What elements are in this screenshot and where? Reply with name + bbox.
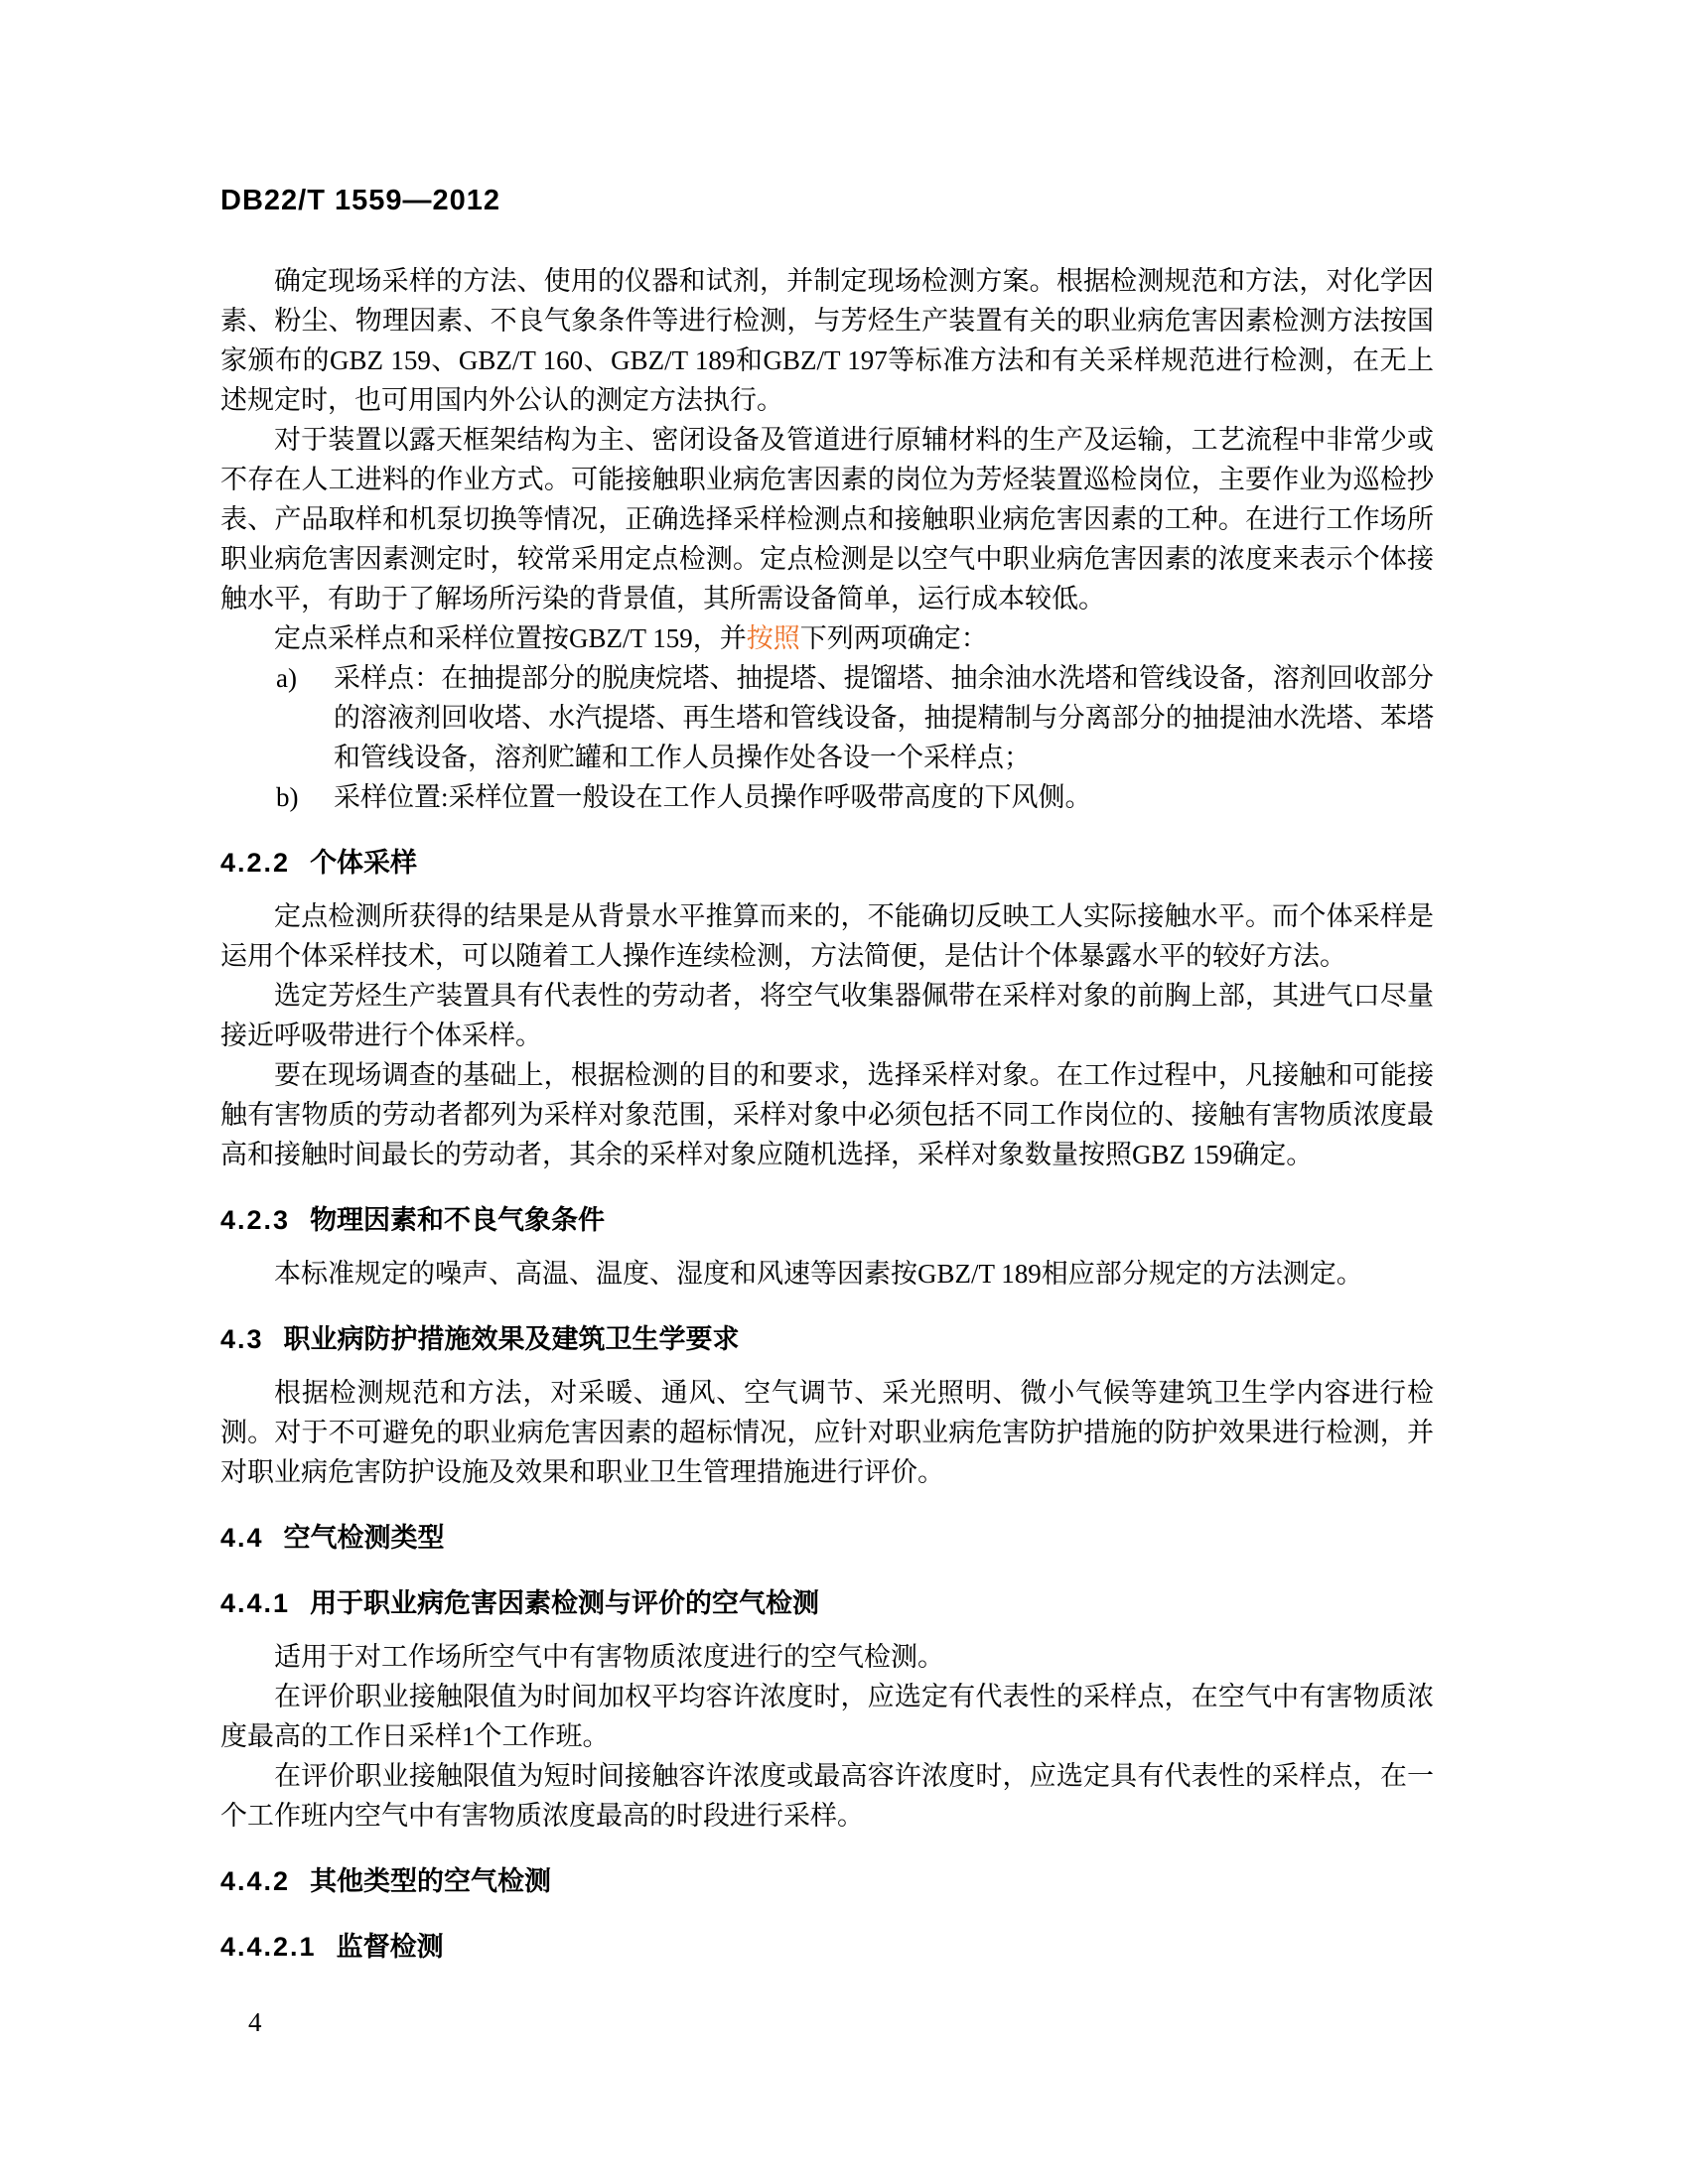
paragraph-air-detection-2: 在评价职业接触限值为时间加权平均容许浓度时，应选定有代表性的采样点，在空气中有害物质浓度最高的工作日采样1个工作班。 (220, 1682, 1434, 1751)
section-heading-4-4 (220, 1518, 1434, 1558)
paragraph-individual-sampling-2: 选定芳烃生产装置具有代表性的劳动者，将空气收集器佩带在采样对象的前胸上部，其进气口尽量接近呼吸带进行个体采样。 (220, 981, 1434, 1050)
heading-number: 4.4.2.1 (220, 1932, 317, 1962)
section-heading-4-4-1 (220, 1583, 1434, 1623)
heading-number: 4.4.1 (220, 1588, 291, 1618)
text-segment-before: 定点采样点和采样位置按GBZ/T 159，并 (274, 623, 747, 653)
paragraph-physical-factors: 本标准规定的噪声、高温、温度、湿度和风速等因素按GBZ/T 189相应部分规定的方法测定。 (274, 1259, 1363, 1289)
heading-title: 其他类型的空气检测 (310, 1866, 552, 1896)
sampling-list (220, 658, 1434, 817)
heading-title: 用于职业病危害因素检测与评价的空气检测 (310, 1588, 820, 1618)
highlighted-text: 按照 (746, 623, 800, 653)
heading-number: 4.4 (220, 1523, 264, 1553)
page-content (220, 216, 1434, 1980)
paragraph-protection-measures: 根据检测规范和方法，对采暖、通风、空气调节、采光照明、微小气候等建筑卫生学内容进行检测。对于不可避免的职业病危害因素的超标情况，应针对职业病危害防护措施的防护效果进行检测，并对职业病危害防护设施及效果和职业卫生管理措施进行评价。 (220, 1378, 1434, 1487)
page-number: 4 (248, 2007, 262, 2037)
list-item-text: 采样位置:采样位置一般设在工作人员操作呼吸带高度的下风侧。 (334, 782, 1092, 812)
heading-title: 空气检测类型 (283, 1523, 445, 1553)
list-item-a (220, 658, 1434, 777)
paragraph-air-detection-1: 适用于对工作场所空气中有害物质浓度进行的空气检测。 (274, 1642, 944, 1672)
list-item-marker: b) (276, 782, 299, 812)
heading-title: 个体采样 (310, 848, 418, 878)
paragraph-detection-methods: 确定现场采样的方法、使用的仪器和试剂，并制定现场检测方案。根据检测规范和方法，对化学因素、粉尘、物理因素、不良气象条件等进行检测，与芳烃生产装置有关的职业病危害因素检测方法按国家颁布的GBZ 159、GBZ/T 160、GBZ/T 189和GBZ/T 197等标准方法和有关采样规范进行检测，在无上述规定时，也可用国内外公认的测定方法执行。 (220, 266, 1434, 415)
paragraph-air-detection-3: 在评价职业接触限值为短时间接触容许浓度或最高容许浓度时，应选定具有代表性的采样点，在一个工作班内空气中有害物质浓度最高的时段进行采样。 (220, 1761, 1434, 1831)
section-heading-4-2-2 (220, 843, 1434, 883)
heading-number: 4.2.3 (220, 1205, 291, 1235)
list-item-text: 采样点：在抽提部分的脱庚烷塔、抽提塔、提馏塔、抽余油水洗塔和管线设备，溶剂回收部分的溶液剂回收塔、水汽提塔、再生塔和管线设备，抽提精制与分离部分的抽提油水洗塔、苯塔和管线设备，溶剂贮罐和工作人员操作处各设一个采样点； (334, 663, 1434, 772)
heading-number: 4.2.2 (220, 848, 291, 878)
section-heading-4-2-3 (220, 1200, 1434, 1240)
paragraph-individual-sampling-1: 定点检测所获得的结果是从背景水平推算而来的，不能确切反映工人实际接触水平。而个体采样是运用个体采样技术，可以随着工人操作连续检测，方法简便，是估计个体暴露水平的较好方法。 (220, 901, 1434, 971)
heading-title: 物理因素和不良气象条件 (310, 1205, 606, 1235)
list-item-b (220, 777, 1434, 817)
heading-title: 职业病防护措施效果及建筑卫生学要求 (283, 1324, 740, 1354)
text-segment-after: 下列两项确定： (799, 623, 988, 653)
paragraph-individual-sampling-3: 要在现场调查的基础上，根据检测的目的和要求，选择采样对象。在工作过程中，凡接触和可能接触有害物质的劳动者都列为采样对象范围，采样对象中必须包括不同工作岗位的、接触有害物质浓度最高和接触时间最长的劳动者，其余的采样对象应随机选择，采样对象数量按照GBZ 159确定。 (220, 1060, 1434, 1169)
section-heading-4-4-2 (220, 1861, 1434, 1901)
heading-number: 4.3 (220, 1324, 264, 1354)
section-heading-4-4-2-1 (220, 1927, 1434, 1967)
section-heading-4-3 (220, 1319, 1434, 1359)
heading-title: 监督检测 (336, 1932, 444, 1962)
paragraph-sampling-points-intro (220, 618, 1434, 658)
list-item-marker: a) (276, 663, 297, 693)
doc-code-header: DB22/T 1559—2012 (220, 185, 500, 216)
heading-number: 4.4.2 (220, 1866, 291, 1896)
paragraph-fixed-point-detection: 对于装置以露天框架结构为主、密闭设备及管道进行原辅材料的生产及运输，工艺流程中非常少或不存在人工进料的作业方式。可能接触职业病危害因素的岗位为芳烃装置巡检岗位，主要作业为巡检抄表、产品取样和机泵切换等情况，正确选择采样检测点和接触职业病危害因素的工种。在进行工作场所职业病危害因素测定时，较常采用定点检测。定点检测是以空气中职业病危害因素的浓度来表示个体接触水平，有助于了解场所污染的背景值，其所需设备简单，运行成本较低。 (220, 425, 1434, 614)
